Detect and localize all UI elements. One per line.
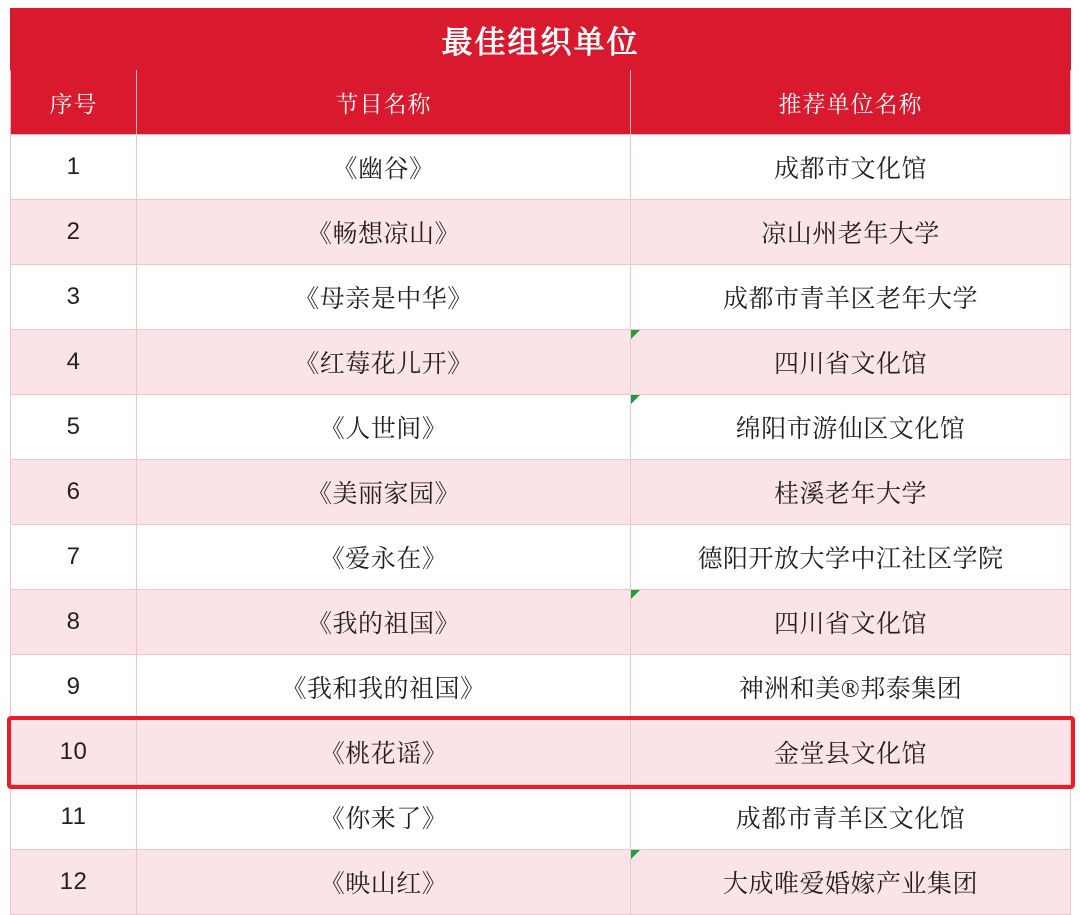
table-title-row — [11, 9, 1071, 70]
cell-index: 9 — [11, 655, 137, 720]
cell-program: 《幽谷》 — [137, 135, 631, 200]
table-column-header-row — [11, 70, 1071, 135]
cell-program: 《你来了》 — [137, 785, 631, 850]
cell-index: 10 — [11, 720, 137, 785]
cell-index: 12 — [11, 850, 137, 915]
table-header — [11, 9, 1071, 135]
cell-unit: 成都市文化馆 — [631, 135, 1071, 200]
table-row — [11, 720, 1071, 785]
page-title: 最佳组织单位 — [11, 9, 1071, 70]
comment-marker-icon — [631, 590, 640, 599]
cell-unit: 桂溪老年大学 — [631, 460, 1071, 525]
cell-program: 《我和我的祖国》 — [137, 655, 631, 720]
cell-unit: 凉山州老年大学 — [631, 200, 1071, 265]
cell-unit: 绵阳市游仙区文化馆 — [631, 395, 1071, 460]
table-body — [11, 135, 1071, 915]
cell-program: 《爱永在》 — [137, 525, 631, 590]
table-row — [11, 525, 1071, 590]
column-header-program: 节目名称 — [137, 70, 631, 135]
cell-unit: 大成唯爱婚嫁产业集团 — [631, 850, 1071, 915]
table-row — [11, 395, 1071, 460]
cell-program: 《映山红》 — [137, 850, 631, 915]
column-header-index: 序号 — [11, 70, 137, 135]
award-table — [10, 8, 1071, 915]
table-row — [11, 590, 1071, 655]
cell-index: 6 — [11, 460, 137, 525]
table-row — [11, 265, 1071, 330]
table-row — [11, 785, 1071, 850]
table-row — [11, 135, 1071, 200]
cell-index: 8 — [11, 590, 137, 655]
comment-marker-icon — [631, 850, 640, 859]
table-row — [11, 655, 1071, 720]
table-row — [11, 850, 1071, 915]
cell-index: 11 — [11, 785, 137, 850]
cell-unit: 四川省文化馆 — [631, 590, 1071, 655]
cell-program: 《畅想凉山》 — [137, 200, 631, 265]
cell-unit: 金堂县文化馆 — [631, 720, 1071, 785]
cell-index: 4 — [11, 330, 137, 395]
cell-unit: 神洲和美®邦泰集团 — [631, 655, 1071, 720]
cell-unit: 德阳开放大学中江社区学院 — [631, 525, 1071, 590]
table-row — [11, 200, 1071, 265]
cell-index: 2 — [11, 200, 137, 265]
cell-program: 《人世间》 — [137, 395, 631, 460]
cell-program: 《我的祖国》 — [137, 590, 631, 655]
table-row — [11, 460, 1071, 525]
cell-unit: 四川省文化馆 — [631, 330, 1071, 395]
cell-program: 《母亲是中华》 — [137, 265, 631, 330]
cell-index: 5 — [11, 395, 137, 460]
cell-unit: 成都市青羊区文化馆 — [631, 785, 1071, 850]
cell-index: 3 — [11, 265, 137, 330]
cell-unit: 成都市青羊区老年大学 — [631, 265, 1071, 330]
cell-index: 1 — [11, 135, 137, 200]
cell-program: 《桃花谣》 — [137, 720, 631, 785]
comment-marker-icon — [631, 395, 640, 404]
cell-program: 《美丽家园》 — [137, 460, 631, 525]
table-row — [11, 330, 1071, 395]
cell-program: 《红莓花儿开》 — [137, 330, 631, 395]
column-header-unit: 推荐单位名称 — [631, 70, 1071, 135]
comment-marker-icon — [631, 330, 640, 339]
cell-index: 7 — [11, 525, 137, 590]
